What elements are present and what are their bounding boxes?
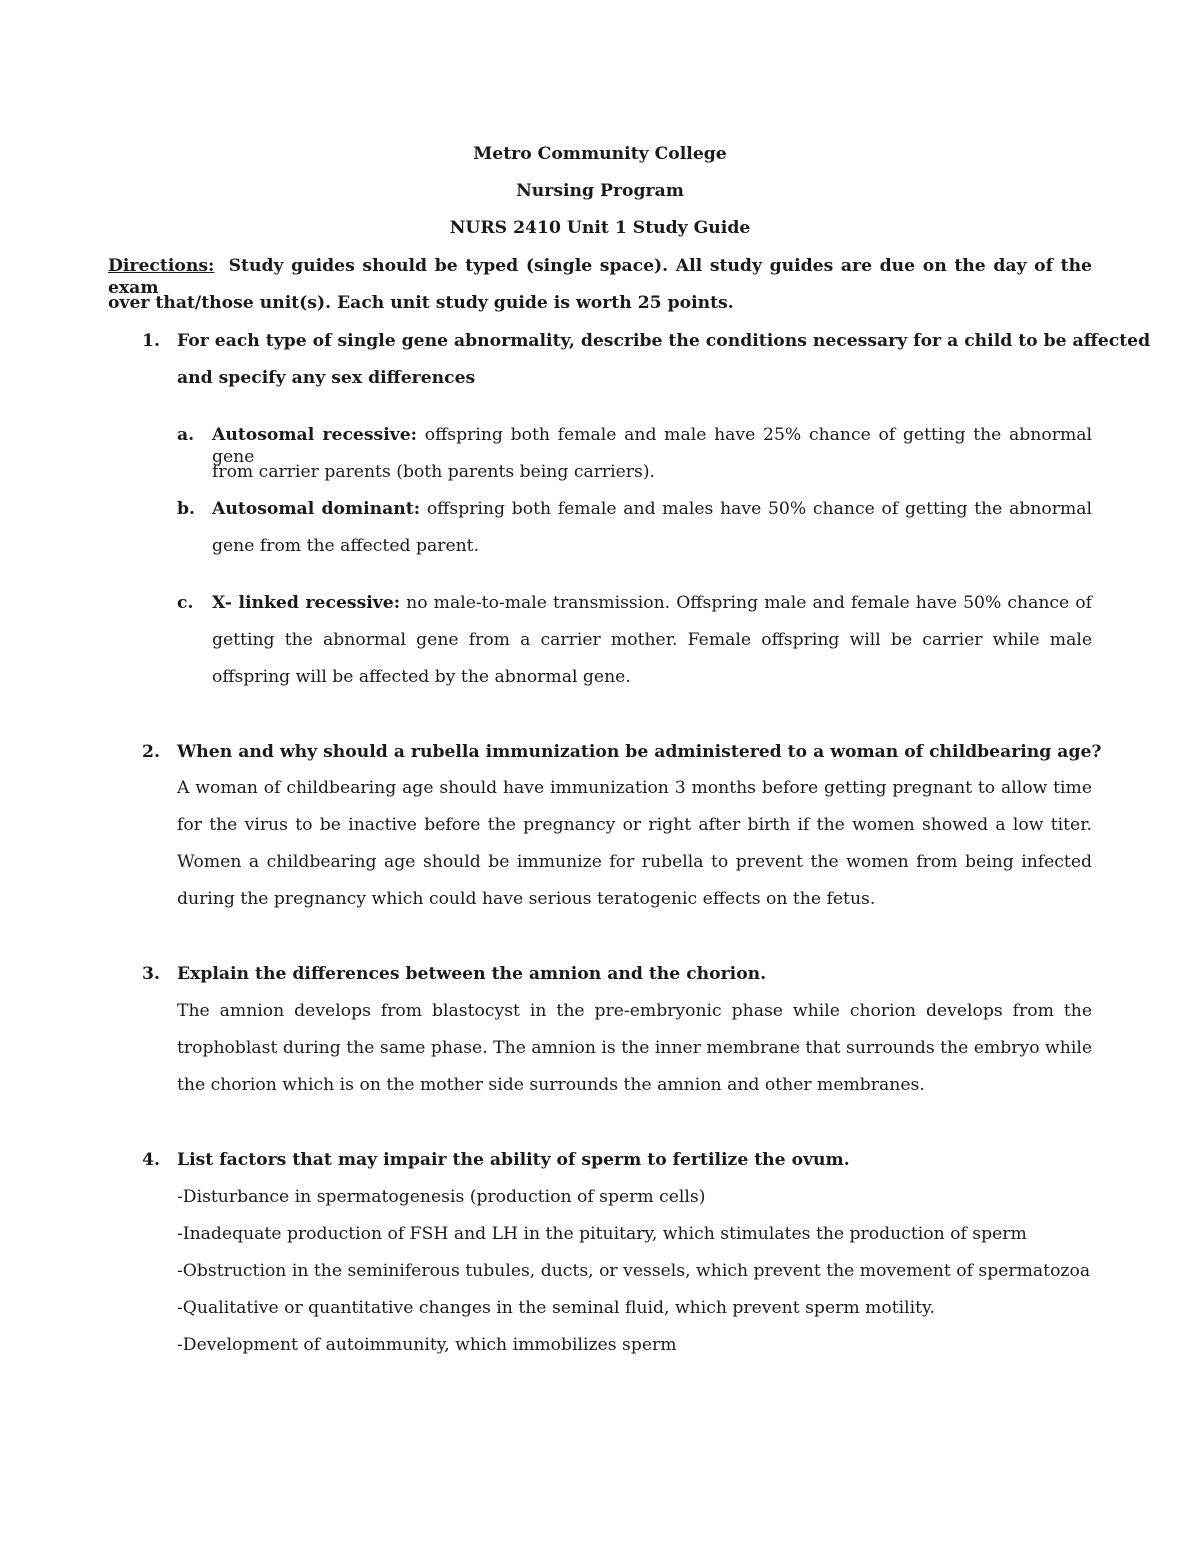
list-item: -Development of autoimmunity, which immobilizes sperm [177,1335,677,1355]
directions-label: Directions: [108,256,215,276]
item-c-marker: c. [177,593,194,613]
question-2-number: 2. [142,742,160,762]
item-a-marker: a. [177,425,195,445]
item-b-text-1: offspring both female and males have 50% chance of getting the abnormal [420,499,1092,519]
item-c-label: X- linked recessive: [212,593,401,613]
question-1-text-line-1: For each type of single gene abnormality, describe the conditions necessary for a child to be affected [177,331,1151,351]
question-2-answer-line-3: Women a childbearing age should be immunize for rubella to prevent the women from being infected [177,852,1092,872]
question-2-answer-line-2: for the virus to be inactive before the pregnancy or right after birth if the women showed a low titer. [177,815,1092,835]
list-item: -Qualitative or quantitative changes in the seminal fluid, which prevent sperm motility. [177,1298,935,1318]
question-3-answer-line-2: trophoblast during the same phase. The amnion is the inner membrane that surrounds the embryo while [177,1038,1092,1058]
question-2-answer-line-1: A woman of childbearing age should have immunization 3 months before getting pregnant to allow time [177,778,1092,798]
item-a-line-2: from carrier parents (both parents being carriers). [212,462,656,482]
college-name: Metro Community College [473,144,727,164]
item-c-line-2: getting the abnormal gene from a carrier mother. Female offspring will be carrier while male [212,630,1092,650]
question-3-text: Explain the differences between the amnion and the chorion. [177,964,767,984]
question-4-number: 4. [142,1150,160,1170]
list-item: -Disturbance in spermatogenesis (production of sperm cells) [177,1187,706,1207]
question-4-text: List factors that may impair the ability of sperm to fertilize the ovum. [177,1150,850,1170]
item-a-label: Autosomal recessive: [212,425,418,445]
question-3-answer-line-1: The amnion develops from blastocyst in the pre-embryonic phase while chorion develops from the [177,1001,1092,1021]
list-item: -Inadequate production of FSH and LH in the pituitary, which stimulates the production of sperm [177,1224,1027,1244]
document-title: NURS 2410 Unit 1 Study Guide [449,218,751,238]
item-c-text-1: no male-to-male transmission. Offspring male and female have 50% chance of [400,593,1092,613]
program-name: Nursing Program [516,181,684,201]
question-2-text: When and why should a rubella immunization be administered to a woman of childbearing age? [177,742,1102,762]
item-b-label: Autosomal dominant: [212,499,421,519]
directions-line-2: over that/those unit(s). Each unit study guide is worth 25 points. [108,293,734,313]
question-3-answer-line-3: the chorion which is on the mother side surrounds the amnion and other membranes. [177,1075,925,1095]
list-item: -Obstruction in the seminiferous tubules, ducts, or vessels, which prevent the movement of spermatozoa [177,1261,1091,1281]
item-b-line-1 [212,498,1092,520]
item-b-line-2: gene from the affected parent. [212,536,480,556]
item-b-marker: b. [177,499,196,519]
item-a-text-1: offspring both female and male have 25% chance of getting the abnormal gene [212,425,1092,467]
directions-text-1: Study guides should be typed (single space). All study guides are due on the day of the exam [108,256,1092,298]
question-3-number: 3. [142,964,160,984]
item-c-line-3: offspring will be affected by the abnormal gene. [212,667,631,687]
item-c-line-1 [212,592,1092,614]
question-2-answer-line-4: during the pregnancy which could have serious teratogenic effects on the fetus. [177,889,876,909]
question-1-number: 1. [142,331,160,351]
question-1-text-line-2: and specify any sex differences [177,368,476,388]
